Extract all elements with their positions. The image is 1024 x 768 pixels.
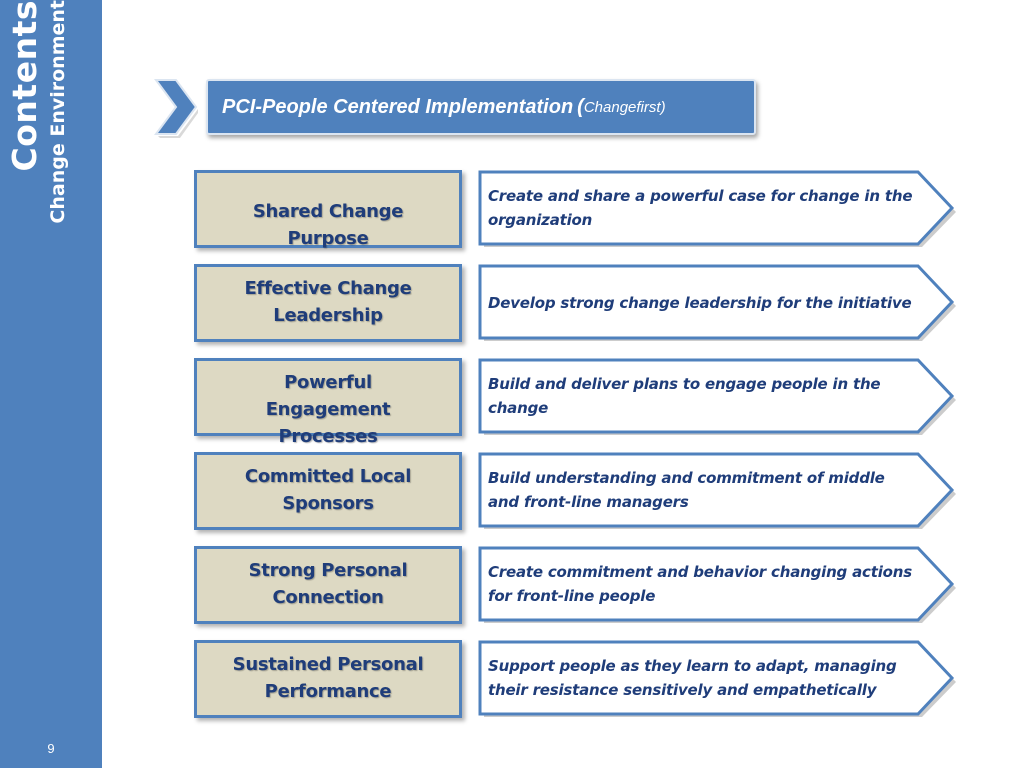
element-description: Create commitment and behavior changing actions for front-line people bbox=[488, 563, 912, 605]
element-label: Effective Change Leadership bbox=[244, 278, 412, 326]
header-paren-open: ( bbox=[577, 95, 584, 118]
element-description: Create and share a powerful case for change in the organization bbox=[488, 187, 913, 229]
sidebar bbox=[0, 0, 102, 768]
element-label: Committed Local Sponsors bbox=[244, 466, 412, 514]
page-number: 9 bbox=[47, 741, 55, 756]
element-box bbox=[194, 546, 462, 624]
header-subtitle: Changefirst bbox=[583, 98, 661, 116]
element-description: Build understanding and commitment of middle and front-line managers bbox=[488, 469, 885, 511]
sidebar-title: Contents bbox=[5, 0, 44, 172]
pci-row-4 bbox=[194, 452, 964, 532]
pci-row-1 bbox=[194, 170, 964, 250]
sidebar-subtitle: Change Environment bbox=[47, 0, 69, 224]
element-box bbox=[194, 264, 462, 342]
element-description: Support people as they learn to adapt, managing their resistance sensitively and empathetically bbox=[488, 657, 897, 699]
element-box bbox=[194, 640, 462, 718]
pci-row-6 bbox=[194, 640, 964, 720]
element-label: Shared Change Purpose bbox=[252, 201, 404, 249]
element-label: Powerful Engagement Processes bbox=[265, 372, 391, 447]
element-description: Build and deliver plans to engage people in the change bbox=[488, 375, 881, 417]
sidebar-titles bbox=[5, 0, 71, 250]
pci-row-3 bbox=[194, 358, 964, 447]
header-title: PCI-People Centered Implementation bbox=[222, 95, 574, 118]
header-paren-close: ) bbox=[660, 98, 666, 116]
element-box bbox=[194, 358, 462, 447]
pci-row-2 bbox=[194, 264, 964, 344]
element-box bbox=[194, 452, 462, 530]
element-label: Sustained Personal Performance bbox=[232, 654, 424, 702]
header-box bbox=[206, 79, 756, 135]
chevron-right-icon bbox=[152, 74, 200, 140]
pci-row-5 bbox=[194, 546, 964, 626]
element-box bbox=[194, 170, 462, 248]
element-description: Develop strong change leadership for the initiative bbox=[488, 294, 912, 312]
element-label: Strong Personal Connection bbox=[248, 560, 408, 608]
